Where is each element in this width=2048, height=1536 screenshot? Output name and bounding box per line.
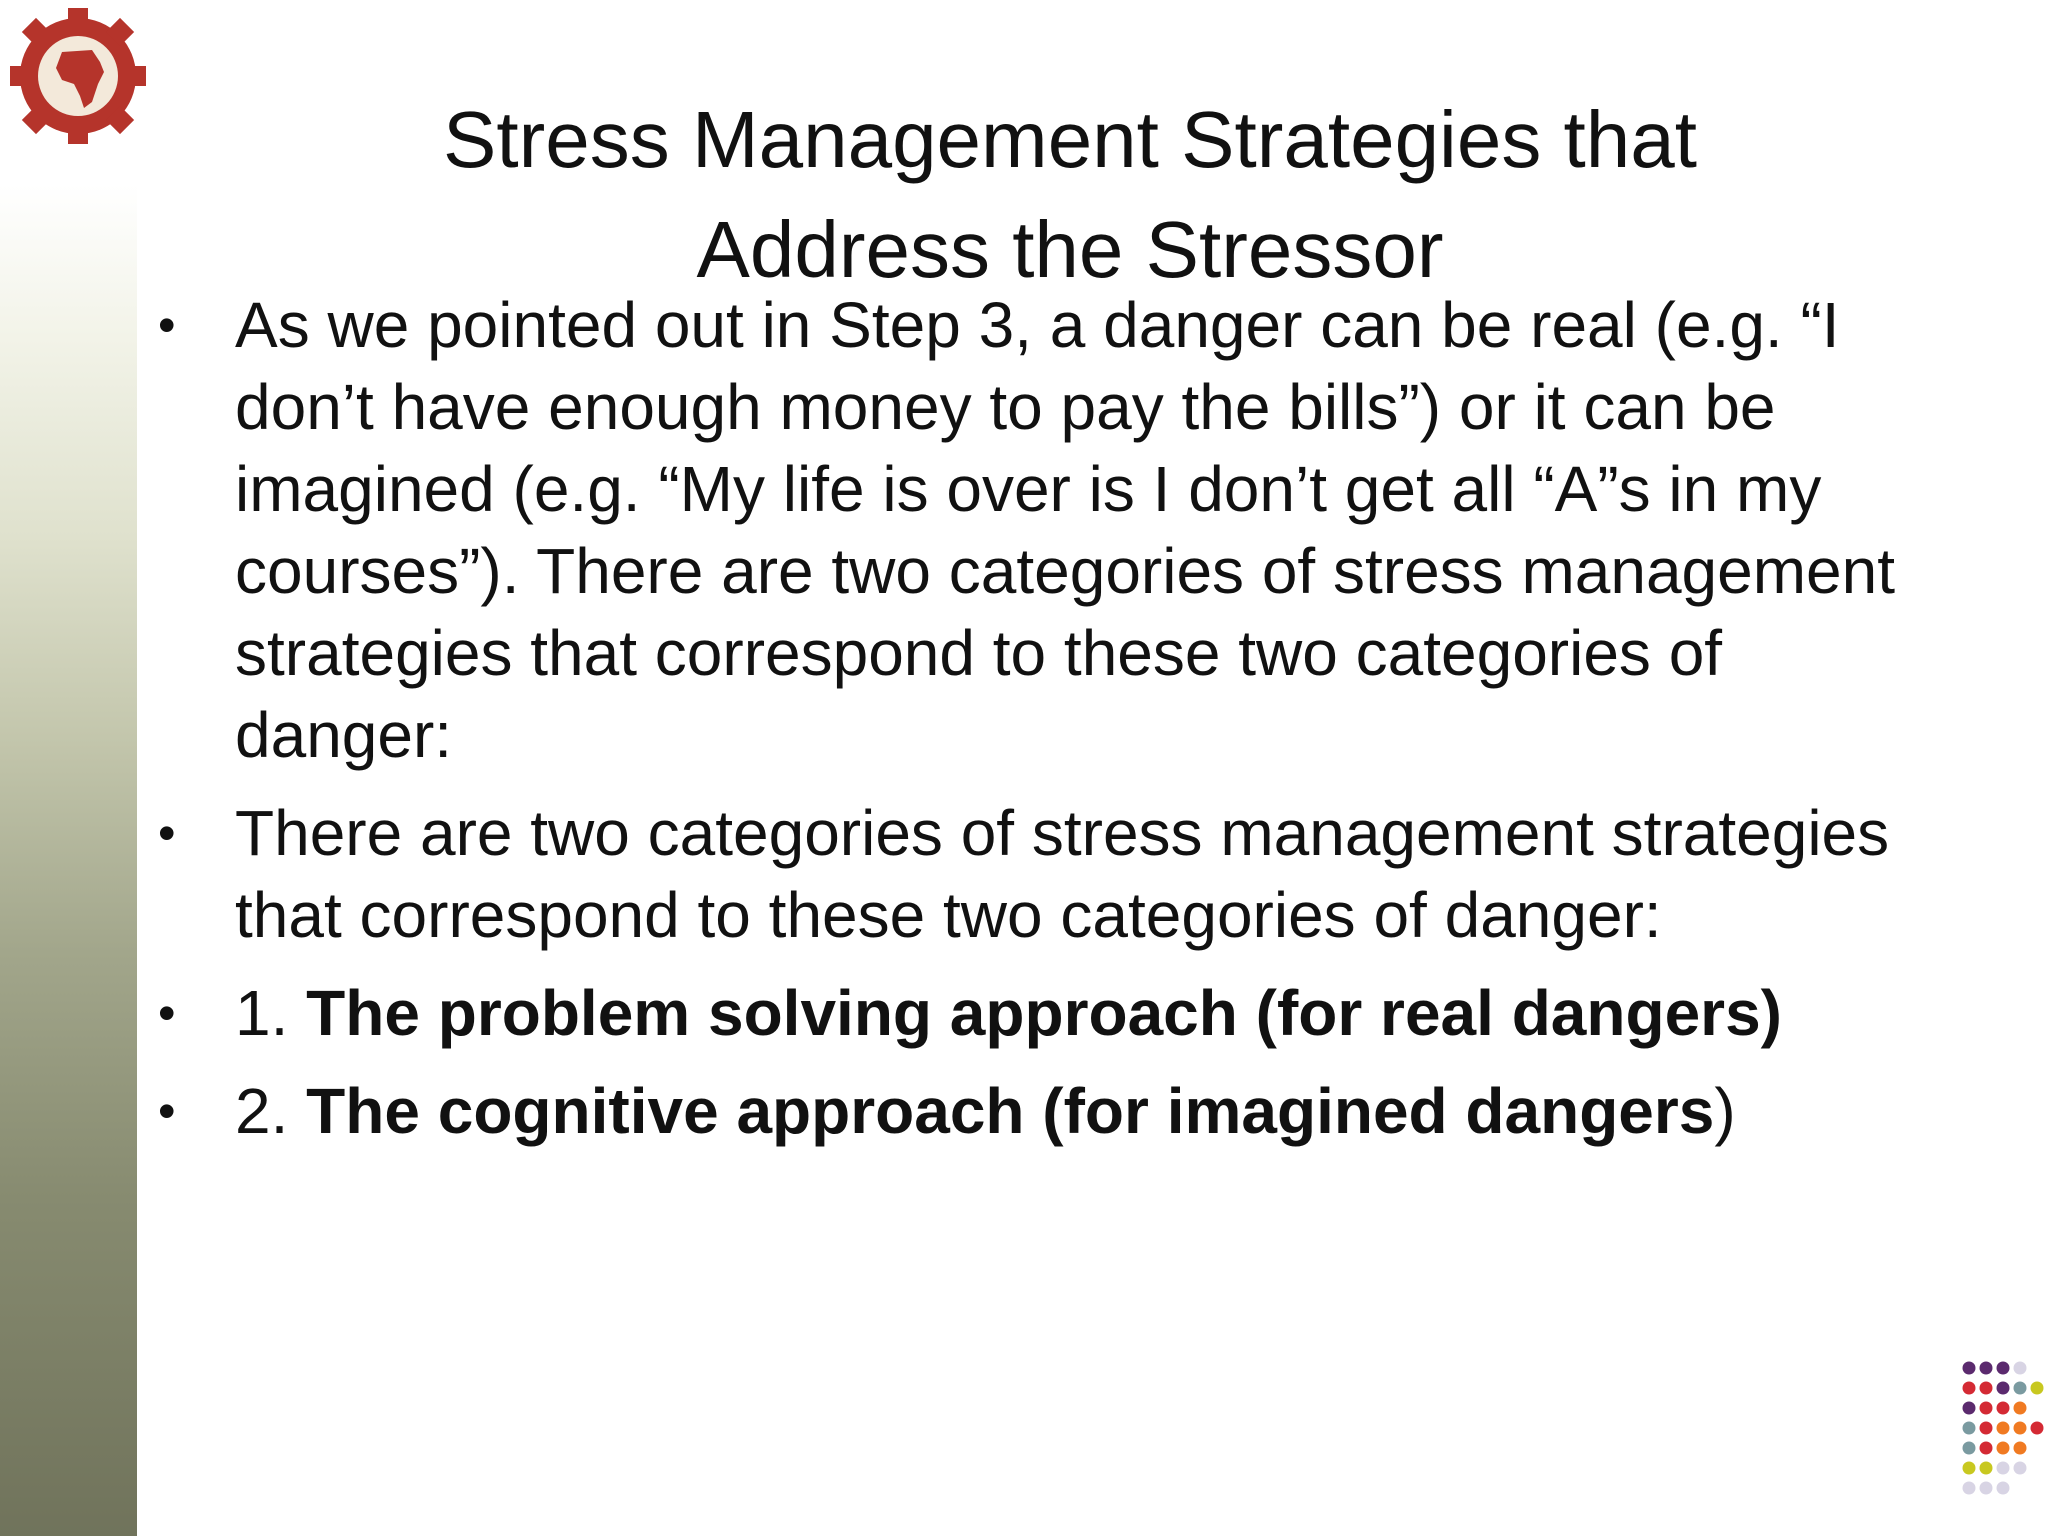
bullet-item: [150, 792, 1950, 956]
decorative-dot: [1980, 1482, 1993, 1495]
bullet-text: As we pointed out in Step 3, a danger can be real (e.g. “I don’t have enough money to pay the bills”) or it can be imagined (e.g. “My life is over is I don’t get all “A”s in my courses”). There are two categories of stress management strategies that correspond to these two categories of danger:: [235, 289, 1895, 771]
bullet-text: [235, 972, 1950, 1054]
bullet-item: [150, 284, 1950, 776]
decorative-dot: [1997, 1362, 2010, 1375]
decorative-dot: [1963, 1422, 1976, 1435]
gear-africa-logo-icon: [0, 0, 160, 160]
decorative-dot: [2014, 1362, 2027, 1375]
decorative-dot: [1997, 1442, 2010, 1455]
decorative-dot: [2014, 1382, 2027, 1395]
decorative-dot: [1997, 1462, 2010, 1475]
slide-title: [250, 85, 1890, 305]
decorative-dot: [2031, 1382, 2044, 1395]
bullet-text: There are two categories of stress management strategies that correspond to these two categories of danger:: [235, 797, 1890, 951]
decorative-dot: [1963, 1402, 1976, 1415]
bullet-item: [150, 1070, 1950, 1152]
bullet-prefix: 1.: [235, 977, 307, 1049]
bullet-marker: •: [158, 985, 176, 1041]
bullet-item: [150, 972, 1950, 1054]
decorative-dot: [1997, 1422, 2010, 1435]
title-line-1: Stress Management Strategies that: [443, 95, 1697, 184]
decorative-dot: [2014, 1422, 2027, 1435]
decorative-dot: [1963, 1382, 1976, 1395]
bullet-list: [150, 284, 1950, 1168]
bullet-marker: •: [158, 297, 176, 353]
bullet-bold-text: The problem solving approach (for real dangers): [306, 977, 1782, 1049]
decorative-dot: [1980, 1402, 1993, 1415]
decorative-dot: [2031, 1422, 2044, 1435]
decorative-dot: [2014, 1442, 2027, 1455]
decorative-dot: [1963, 1462, 1976, 1475]
decorative-dot: [1997, 1402, 2010, 1415]
title-line-2: Address the Stressor: [696, 205, 1444, 294]
bullet-suffix: ): [1714, 1075, 1736, 1147]
bullet-prefix: 2.: [235, 1075, 307, 1147]
decorative-dot: [1963, 1362, 1976, 1375]
dot-grid-icon: [1962, 1360, 2048, 1510]
decorative-dot: [1963, 1482, 1976, 1495]
decorative-dot: [2014, 1462, 2027, 1475]
bullet-marker: •: [158, 805, 176, 861]
decorative-dot: [1997, 1382, 2010, 1395]
decorative-dot: [1963, 1442, 1976, 1455]
decorative-dot: [1980, 1462, 1993, 1475]
bullet-text: [235, 1070, 1950, 1152]
decorative-dot: [1980, 1382, 1993, 1395]
decorative-dot: [1997, 1482, 2010, 1495]
bullet-bold-text: The cognitive approach (for imagined dangers: [306, 1075, 1715, 1147]
decorative-dot: [1980, 1442, 1993, 1455]
sidebar-gradient-bar: [0, 0, 137, 1536]
decorative-dot: [2014, 1402, 2027, 1415]
decorative-dot: [1980, 1422, 1993, 1435]
bullet-marker: •: [158, 1083, 176, 1139]
decorative-dot: [1980, 1362, 1993, 1375]
